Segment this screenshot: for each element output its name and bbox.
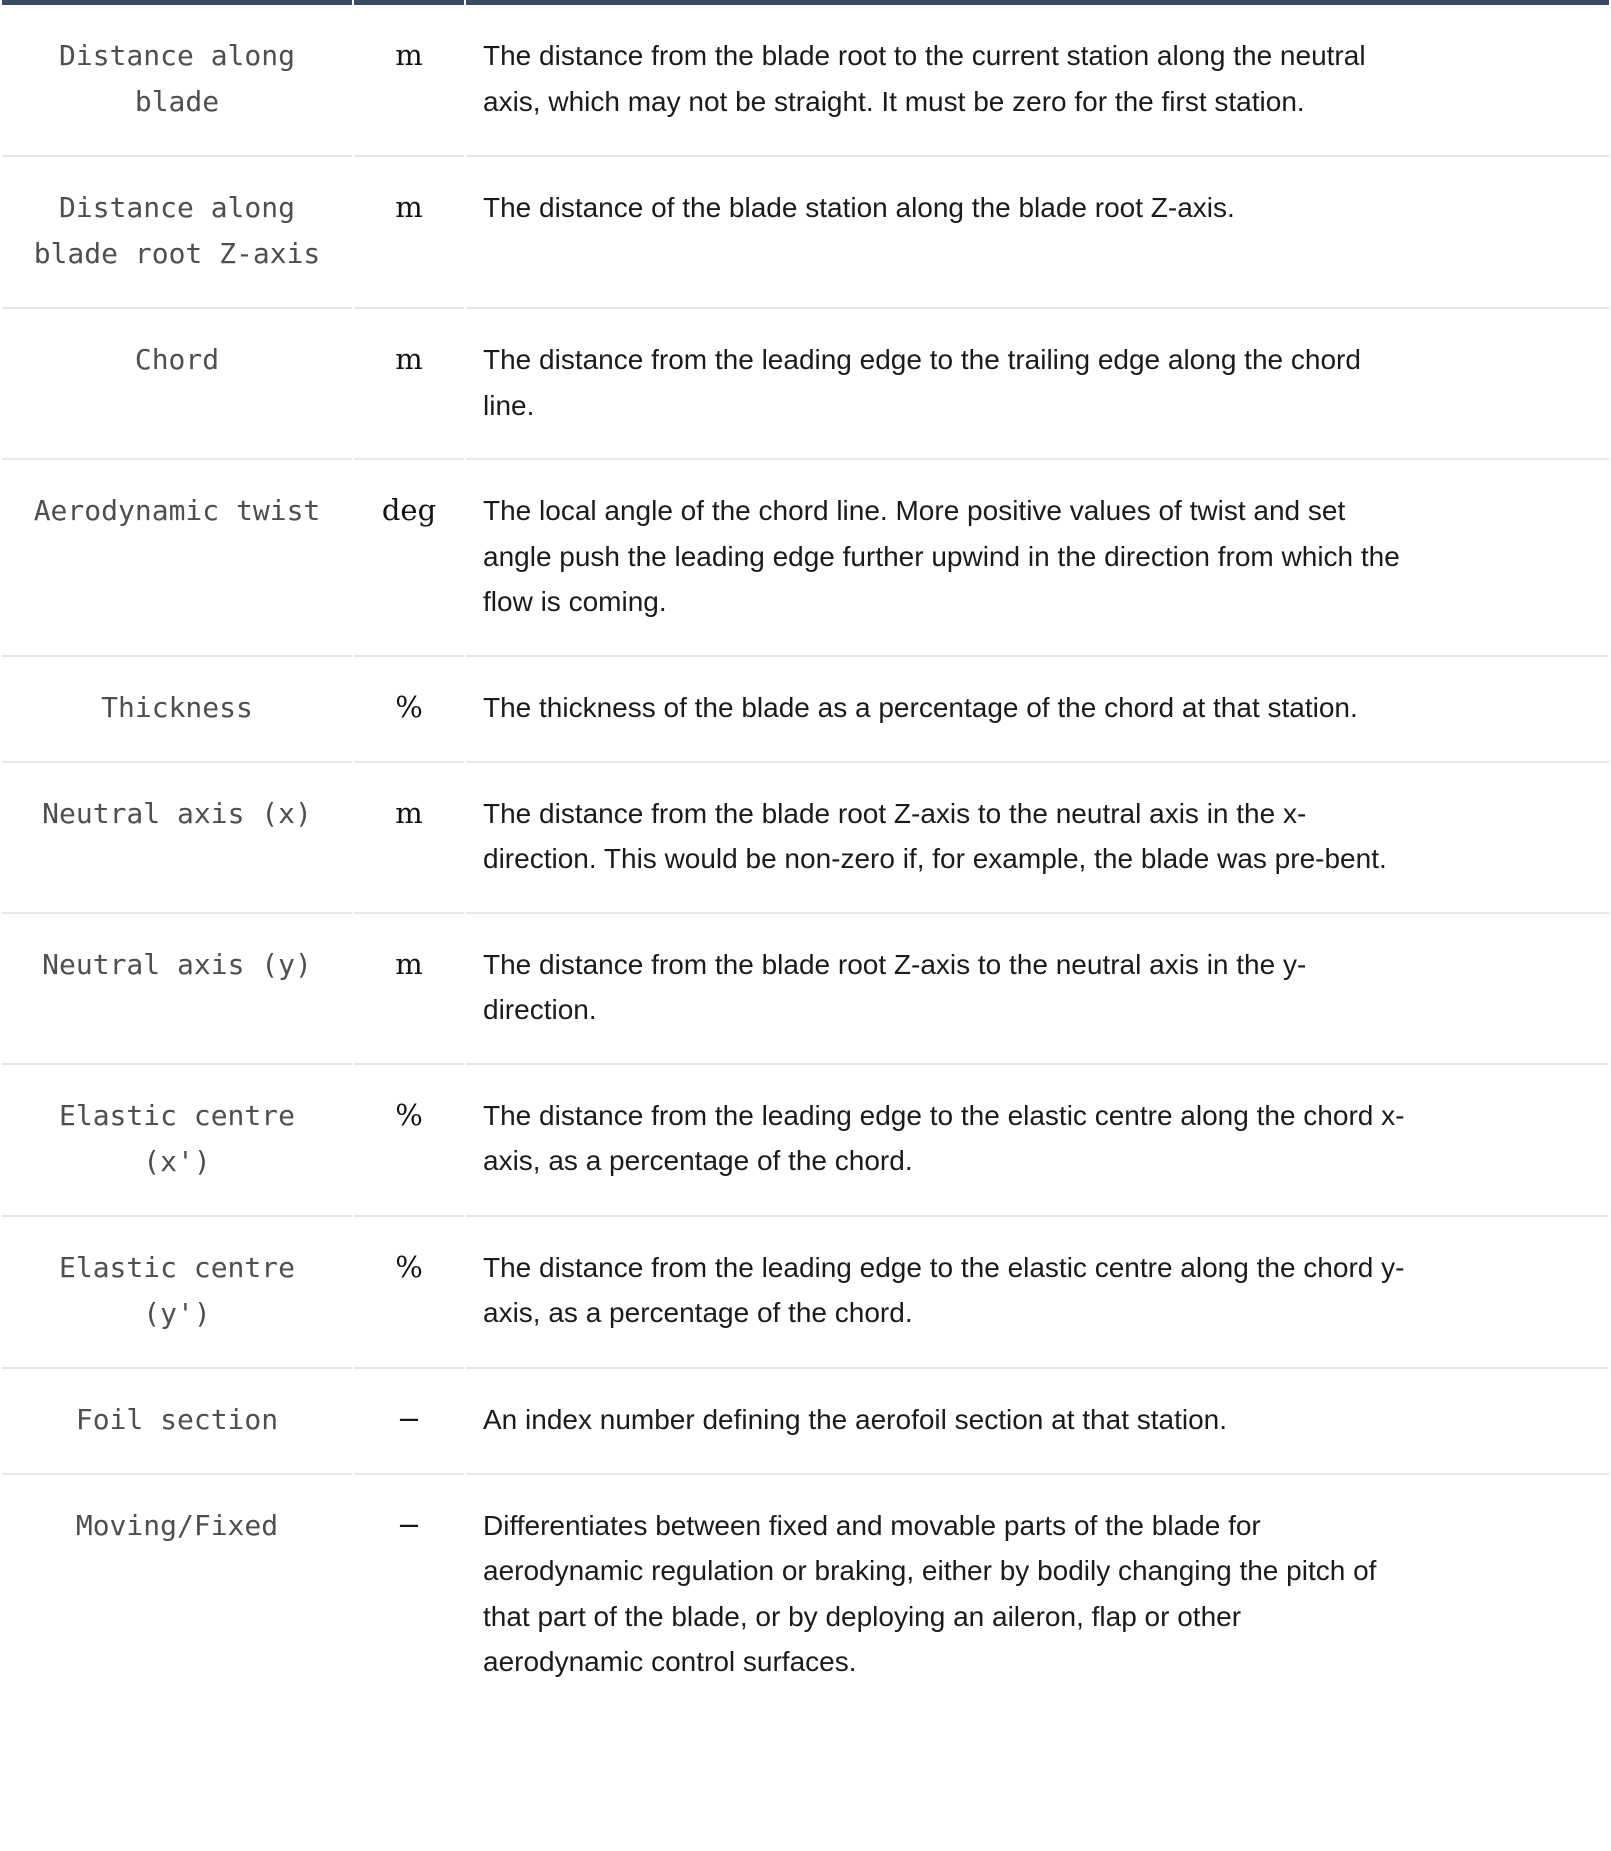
table-row — [2, 912, 1609, 1063]
parameter-unit: % — [354, 1063, 464, 1215]
table-body — [2, 0, 1609, 1715]
parameter-unit: − — [354, 1367, 464, 1473]
table-row — [2, 1063, 1609, 1215]
parameter-unit: % — [354, 1215, 464, 1367]
table-row — [2, 1473, 1609, 1715]
parameter-unit: m — [354, 761, 464, 912]
parameter-description: The distance of the blade station along the blade root Z-axis. — [466, 155, 1609, 307]
parameter-description: The distance from the blade root Z-axis to the neutral axis in the x-direction. This would be non-zero if, for example, the blade was pre-bent. — [466, 761, 1609, 912]
parameter-unit: m — [354, 155, 464, 307]
parameter-unit: m — [354, 0, 464, 155]
parameter-unit: % — [354, 655, 464, 761]
parameter-name: Foil section — [2, 1367, 352, 1473]
parameter-description: The distance from the leading edge to the elastic centre along the chord x-axis, as a percentage of the chord. — [466, 1063, 1609, 1215]
parameter-description: Differentiates between fixed and movable parts of the blade for aerodynamic regulation or braking, either by bodily changing the pitch of that part of the blade, or by deploying an aileron, flap or other aerodynamic control surfaces. — [466, 1473, 1609, 1715]
parameter-description: The thickness of the blade as a percentage of the chord at that station. — [466, 655, 1609, 761]
parameter-unit: deg — [354, 458, 464, 655]
parameter-description: An index number defining the aerofoil section at that station. — [466, 1367, 1609, 1473]
parameter-description: The distance from the leading edge to the elastic centre along the chord y-axis, as a percentage of the chord. — [466, 1215, 1609, 1367]
parameter-description: The distance from the leading edge to the trailing edge along the chord line. — [466, 307, 1609, 458]
parameter-unit: − — [354, 1473, 464, 1715]
parameter-name: Thickness — [2, 655, 352, 761]
parameter-description: The local angle of the chord line. More positive values of twist and set angle push the leading edge further upwind in the direction from which the flow is coming. — [466, 458, 1609, 655]
parameter-unit: m — [354, 307, 464, 458]
table-row — [2, 307, 1609, 458]
parameter-name: Distance along blade root Z-axis — [2, 155, 352, 307]
parameter-name: Moving/Fixed — [2, 1473, 352, 1715]
table-row — [2, 458, 1609, 655]
parameter-name: Distance along blade — [2, 0, 352, 155]
parameter-name: Elastic centre (y') — [2, 1215, 352, 1367]
parameter-description: The distance from the blade root to the current station along the neutral axis, which may not be straight. It must be zero for the first station. — [466, 0, 1609, 155]
table-row — [2, 761, 1609, 912]
table-row — [2, 1215, 1609, 1367]
parameter-description: The distance from the blade root Z-axis to the neutral axis in the y-direction. — [466, 912, 1609, 1063]
parameter-name: Chord — [2, 307, 352, 458]
parameter-name: Elastic centre (x') — [2, 1063, 352, 1215]
table-row — [2, 0, 1609, 155]
parameter-name: Aerodynamic twist — [2, 458, 352, 655]
parameter-unit: m — [354, 912, 464, 1063]
table-row — [2, 155, 1609, 307]
table-row — [2, 1367, 1609, 1473]
parameter-name: Neutral axis (y) — [2, 912, 352, 1063]
table-row — [2, 655, 1609, 761]
parameter-name: Neutral axis (x) — [2, 761, 352, 912]
